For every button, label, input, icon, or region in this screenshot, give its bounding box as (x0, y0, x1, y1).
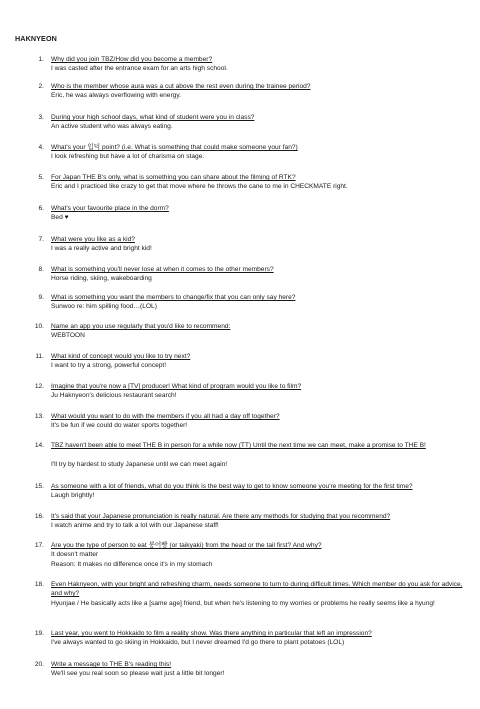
question-text: Name an app you use regularly that you'd like to recommend: (51, 323, 231, 330)
question-number: 9. (38, 294, 44, 301)
answer-text: I was a really active and bright kid! (51, 245, 152, 253)
question-text: Even Haknyeon, with your bright and refreshing charm, needs someone to turn to during difficult times. Which member do you ask for advice, and why? (51, 581, 463, 598)
answer-text: I'll try by hardest to study Japanese until we can meet again! (51, 460, 228, 468)
question-number: 14. (34, 442, 44, 449)
question-text: TBZ haven't been able to meet THE B in person for a while now (TT) Until the next time we can meet, make a promise to THE B! (51, 442, 426, 449)
answer-text: WEBTOON (51, 332, 85, 340)
question-number: 19. (34, 630, 44, 637)
question-text: What is something you want the members to change/fix that you can only say here? (51, 294, 296, 301)
question-number: 16. (34, 513, 44, 520)
question-number: 13. (34, 413, 44, 420)
question-text: What's your favourite place in the dorm? (51, 205, 169, 212)
answer-text: Eric, he was always overflowing with energy. (51, 92, 181, 100)
question-text: Write a message to THE B's reading this! (51, 661, 172, 668)
answer-text: An active student who was always eating. (51, 123, 173, 131)
answer-text: I look refreshing but have a lot of charisma on stage. (51, 153, 205, 161)
question-text: Imagine that you're now a [TV] producer! What kind of program would you like to film? (51, 383, 302, 390)
question-text: What's your 입덕 point? (i.e. What is something that could make someone your fan?) (51, 144, 298, 151)
question-number: 17. (34, 542, 44, 549)
answer-text: It doesn't matter Reason: It makes no difference once it's in my stomach (51, 551, 213, 568)
question-number: 6. (38, 205, 44, 212)
answer-text: It's be fun if we could do water sports together! (51, 422, 188, 430)
question-number: 15. (34, 483, 44, 490)
question-text: Why did you join TBZ/How did you become a member? (51, 56, 213, 63)
answer-text: I've always wanted to go skiing in Hokkaido, but I never dreamed I'd go there to plant potatoes (LOL) (51, 639, 345, 647)
question-text: What is something you'll never lose at when it comes to the other members? (51, 266, 274, 273)
question-number: 18. (34, 581, 44, 588)
answer-text: Bed ♥ (51, 214, 69, 222)
answer-text: Horse riding, skiing, wakeboarding (51, 275, 152, 283)
question-text: What were you like as a kid? (51, 236, 135, 243)
question-number: 7. (38, 236, 44, 243)
question-number: 2. (38, 83, 44, 90)
question-text: What kind of concept would you like to try next? (51, 353, 191, 360)
answer-text: We'll see you real soon so please wait just a little bit longer! (51, 670, 225, 678)
answer-text: I want to try a strong, powerful concept! (51, 362, 167, 370)
question-number: 1. (38, 56, 44, 63)
answer-text: Hyunjae / He basically acts like a [same age] friend, but when he's listening to my worries or problems he really seems like a hyung! (51, 599, 435, 607)
question-number: 4. (38, 144, 44, 151)
question-number: 10. (34, 323, 44, 330)
page-title: HAKNYEON (15, 34, 57, 43)
question-text: As someone with a lot of friends, what do you think is the best way to get to know someone you're meeting for the first time? (51, 483, 413, 490)
question-text: It's said that your Japanese pronunciation is really natural. Are there any methods for studying that you recommend? (51, 513, 391, 520)
question-text: Who is the member whose aura was a cut above the rest even during the trainee period? (51, 83, 311, 90)
answer-text: Sunwoo re: him spilling food…(LOL) (51, 303, 157, 311)
question-number: 8. (38, 266, 44, 273)
question-text: During your high school days, what kind of student were you in class? (51, 114, 255, 121)
question-number: 5. (38, 174, 44, 181)
question-text: For Japan THE B's only, what is something you can share about the filming of RTK? (51, 174, 296, 181)
question-number: 20. (34, 661, 44, 668)
question-number: 12. (34, 383, 44, 390)
answer-text: Ju Haknyeon's delicious restaurant search! (51, 392, 177, 400)
answer-text: Laugh brightly! (51, 492, 95, 500)
question-text: What would you want to do with the members if you all had a day off together? (51, 413, 280, 420)
answer-text: I watch anime and try to talk a lot with our Japanese staff! (51, 522, 219, 530)
answer-text: Eric and I practiced like crazy to get that move where he throws the cane to me in CHECKMATE right. (51, 183, 348, 191)
question-text: Last year, you went to Hokkaido to film a reality show. Was there anything in particular that left an impression? (51, 630, 372, 637)
question-number: 11. (35, 353, 44, 360)
answer-text: I was casted after the entrance exam for an arts high school. (51, 65, 228, 73)
question-number: 3. (38, 114, 44, 121)
question-text: Are you the type of person to eat 붕어빵 (or taikyaki) from the head or the tail first? And why? (51, 542, 322, 549)
